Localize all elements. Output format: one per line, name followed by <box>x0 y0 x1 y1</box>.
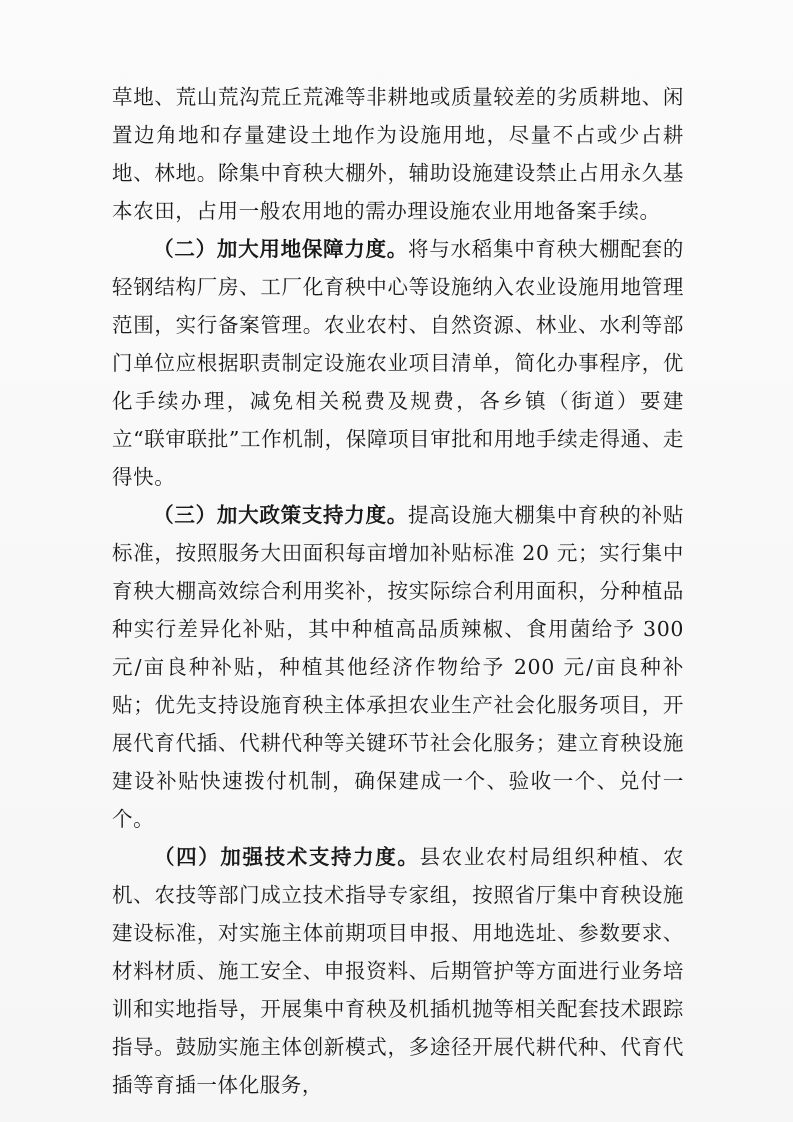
paragraph-4 <box>112 838 684 1104</box>
section-heading-2: （二）加大用地保障力度。 <box>153 237 409 261</box>
paragraph-3-text: 提高设施大棚集中育秧的补贴标准，按照服务大田面积每亩增加补贴标准 20 元；实行集中育秧大棚高效综合利用奖补，按实际综合利用面积，分种植品种实行差异化补贴，其中种植高品质辣椒、食用菌给予 300 元/亩良种补贴，种植其他经济作物给予 200 元/亩良种补贴；优先支持设施育秧主体承担农业生产社会化服务项目，开展代育代插、代耕代种等关键环节社会化服务；建立育秧设施建设补贴快速拨付机制，确保建成一个、验收一个、兑付一个。 <box>112 503 684 831</box>
paragraph-1 <box>112 78 684 230</box>
paragraph-1-text: 草地、荒山荒沟荒丘荒滩等非耕地或质量较差的劣质耕地、闲置边角地和存量建设土地作为设施用地，尽量不占或少占耕地、林地。除集中育秧大棚外，辅助设施建设禁止占用永久基本农田，占用一般农用地的需办理设施农业用地备案手续。 <box>112 85 684 223</box>
paragraph-2-text: 将与水稻集中育秧大棚配套的轻钢结构厂房、工厂化育秧中心等设施纳入农业设施用地管理范围，实行备案管理。农业农村、自然资源、林业、水利等部门单位应根据职责制定设施农业项目清单，简化办事程序，优化手续办理，减免相关税费及规费，各乡镇（街道）要建立“联审联批”工作机制，保障项目审批和用地手续走得通、走得快。 <box>112 237 684 489</box>
section-heading-4: （四）加强技术支持力度。 <box>153 845 420 869</box>
paragraph-4-text: 县农业农村局组织种植、农机、农技等部门成立技术指导专家组，按照省厅集中育秧设施建设标准，对实施主体前期项目申报、用地选址、参数要求、材料材质、施工安全、申报资料、后期管护等方面进行业务培训和实地指导，开展集中育秧及机插机抛等相关配套技术跟踪指导。鼓励实施主体创新模式，多途径开展代耕代种、代育代插等育插一体化服务， <box>112 845 685 1097</box>
paragraph-3 <box>112 496 684 838</box>
section-heading-3: （三）加大政策支持力度。 <box>153 503 409 527</box>
paragraph-2 <box>112 230 684 496</box>
document-body <box>112 78 684 1104</box>
